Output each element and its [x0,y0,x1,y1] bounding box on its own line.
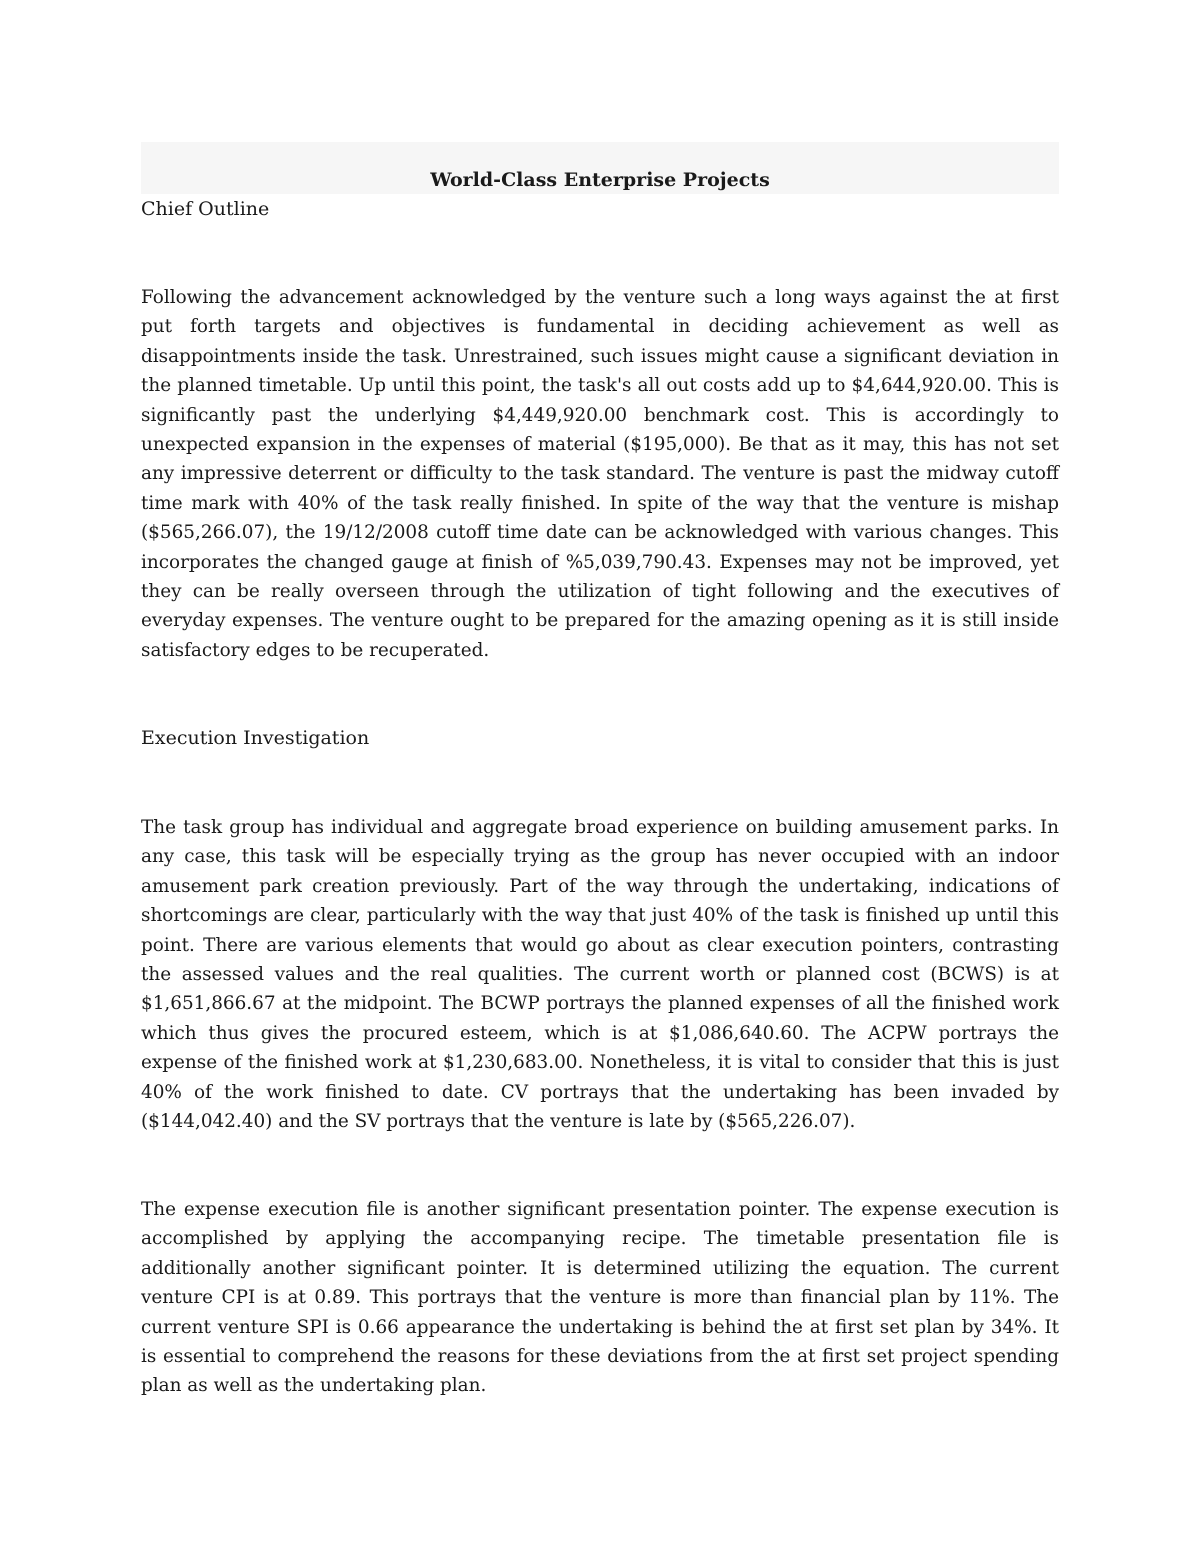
paragraph-chief-outline: Following the advancement acknowledged by the venture such a long ways against the at first put forth targets and objectives is fundamental in deciding achievement as well as disappointments inside the task. Unrestrained, such issues might cause a significant deviation in the planned timetable. Up until this point, the task's all out costs add up to $4,644,920.00. This is significantly past the underlying $4,449,920.00 benchmark cost. This is accordingly to unexpected expansion in the expenses of material ($195,000). Be that as it may, this has not set any impressive deterrent or difficulty to the task standard. The venture is past the midway cutoff time mark with 40% of the task really finished. In spite of the way that the venture is mishap ($565,266.07), the 19/12/2008 cutoff time date can be acknowledged with various changes. This incorporates the changed gauge at finish of %5,039,790.43. Expenses may not be improved, yet they can be really overseen through the utilization of tight following and the executives of everyday expenses. The venture ought to be prepared for the amazing opening as it is still inside satisfactory edges to be recuperated. [141,287,1059,661]
paragraph-execution-investigation-1: The task group has individual and aggregate broad experience on building amusement parks. In any case, this task will be especially trying as the group has never occupied with an indoor amusement park creation previously. Part of the way through the undertaking, indications of shortcomings are clear, particularly with the way that just 40% of the task is finished up until this point. There are various elements that would go about as clear execution pointers, contrasting the assessed values and the real qualities. The current worth or planned cost (BCWS) is at $1,651,866.67 at the midpoint. The BCWP portrays the planned expenses of all the finished work which thus gives the procured esteem, which is at $1,086,640.60. The ACPW portrays the expense of the finished work at $1,230,683.00. Nonetheless, it is vital to consider that this is just 40% of the work finished to date. CV portrays that the undertaking has been invaded by ($144,042.40) and the SV portrays that the venture is late by ($565,226.07). [141,817,1059,1133]
paragraph-execution-investigation-2: The expense execution file is another significant presentation pointer. The expense execution is accomplished by applying the accompanying recipe. The timetable presentation file is additionally another significant pointer. It is determined utilizing the equation. The current venture CPI is at 0.89. This portrays that the venture is more than financial plan by 11%. The current venture SPI is 0.66 appearance the undertaking is behind the at first set plan by 34%. It is essential to comprehend the reasons for these deviations from the at first set project spending plan as well as the undertaking plan. [141,1199,1059,1397]
section-heading-execution-investigation: Execution Investigation [141,727,370,749]
document-title: World-Class Enterprise Projects [430,169,770,191]
section-heading-chief-outline: Chief Outline [141,198,270,220]
